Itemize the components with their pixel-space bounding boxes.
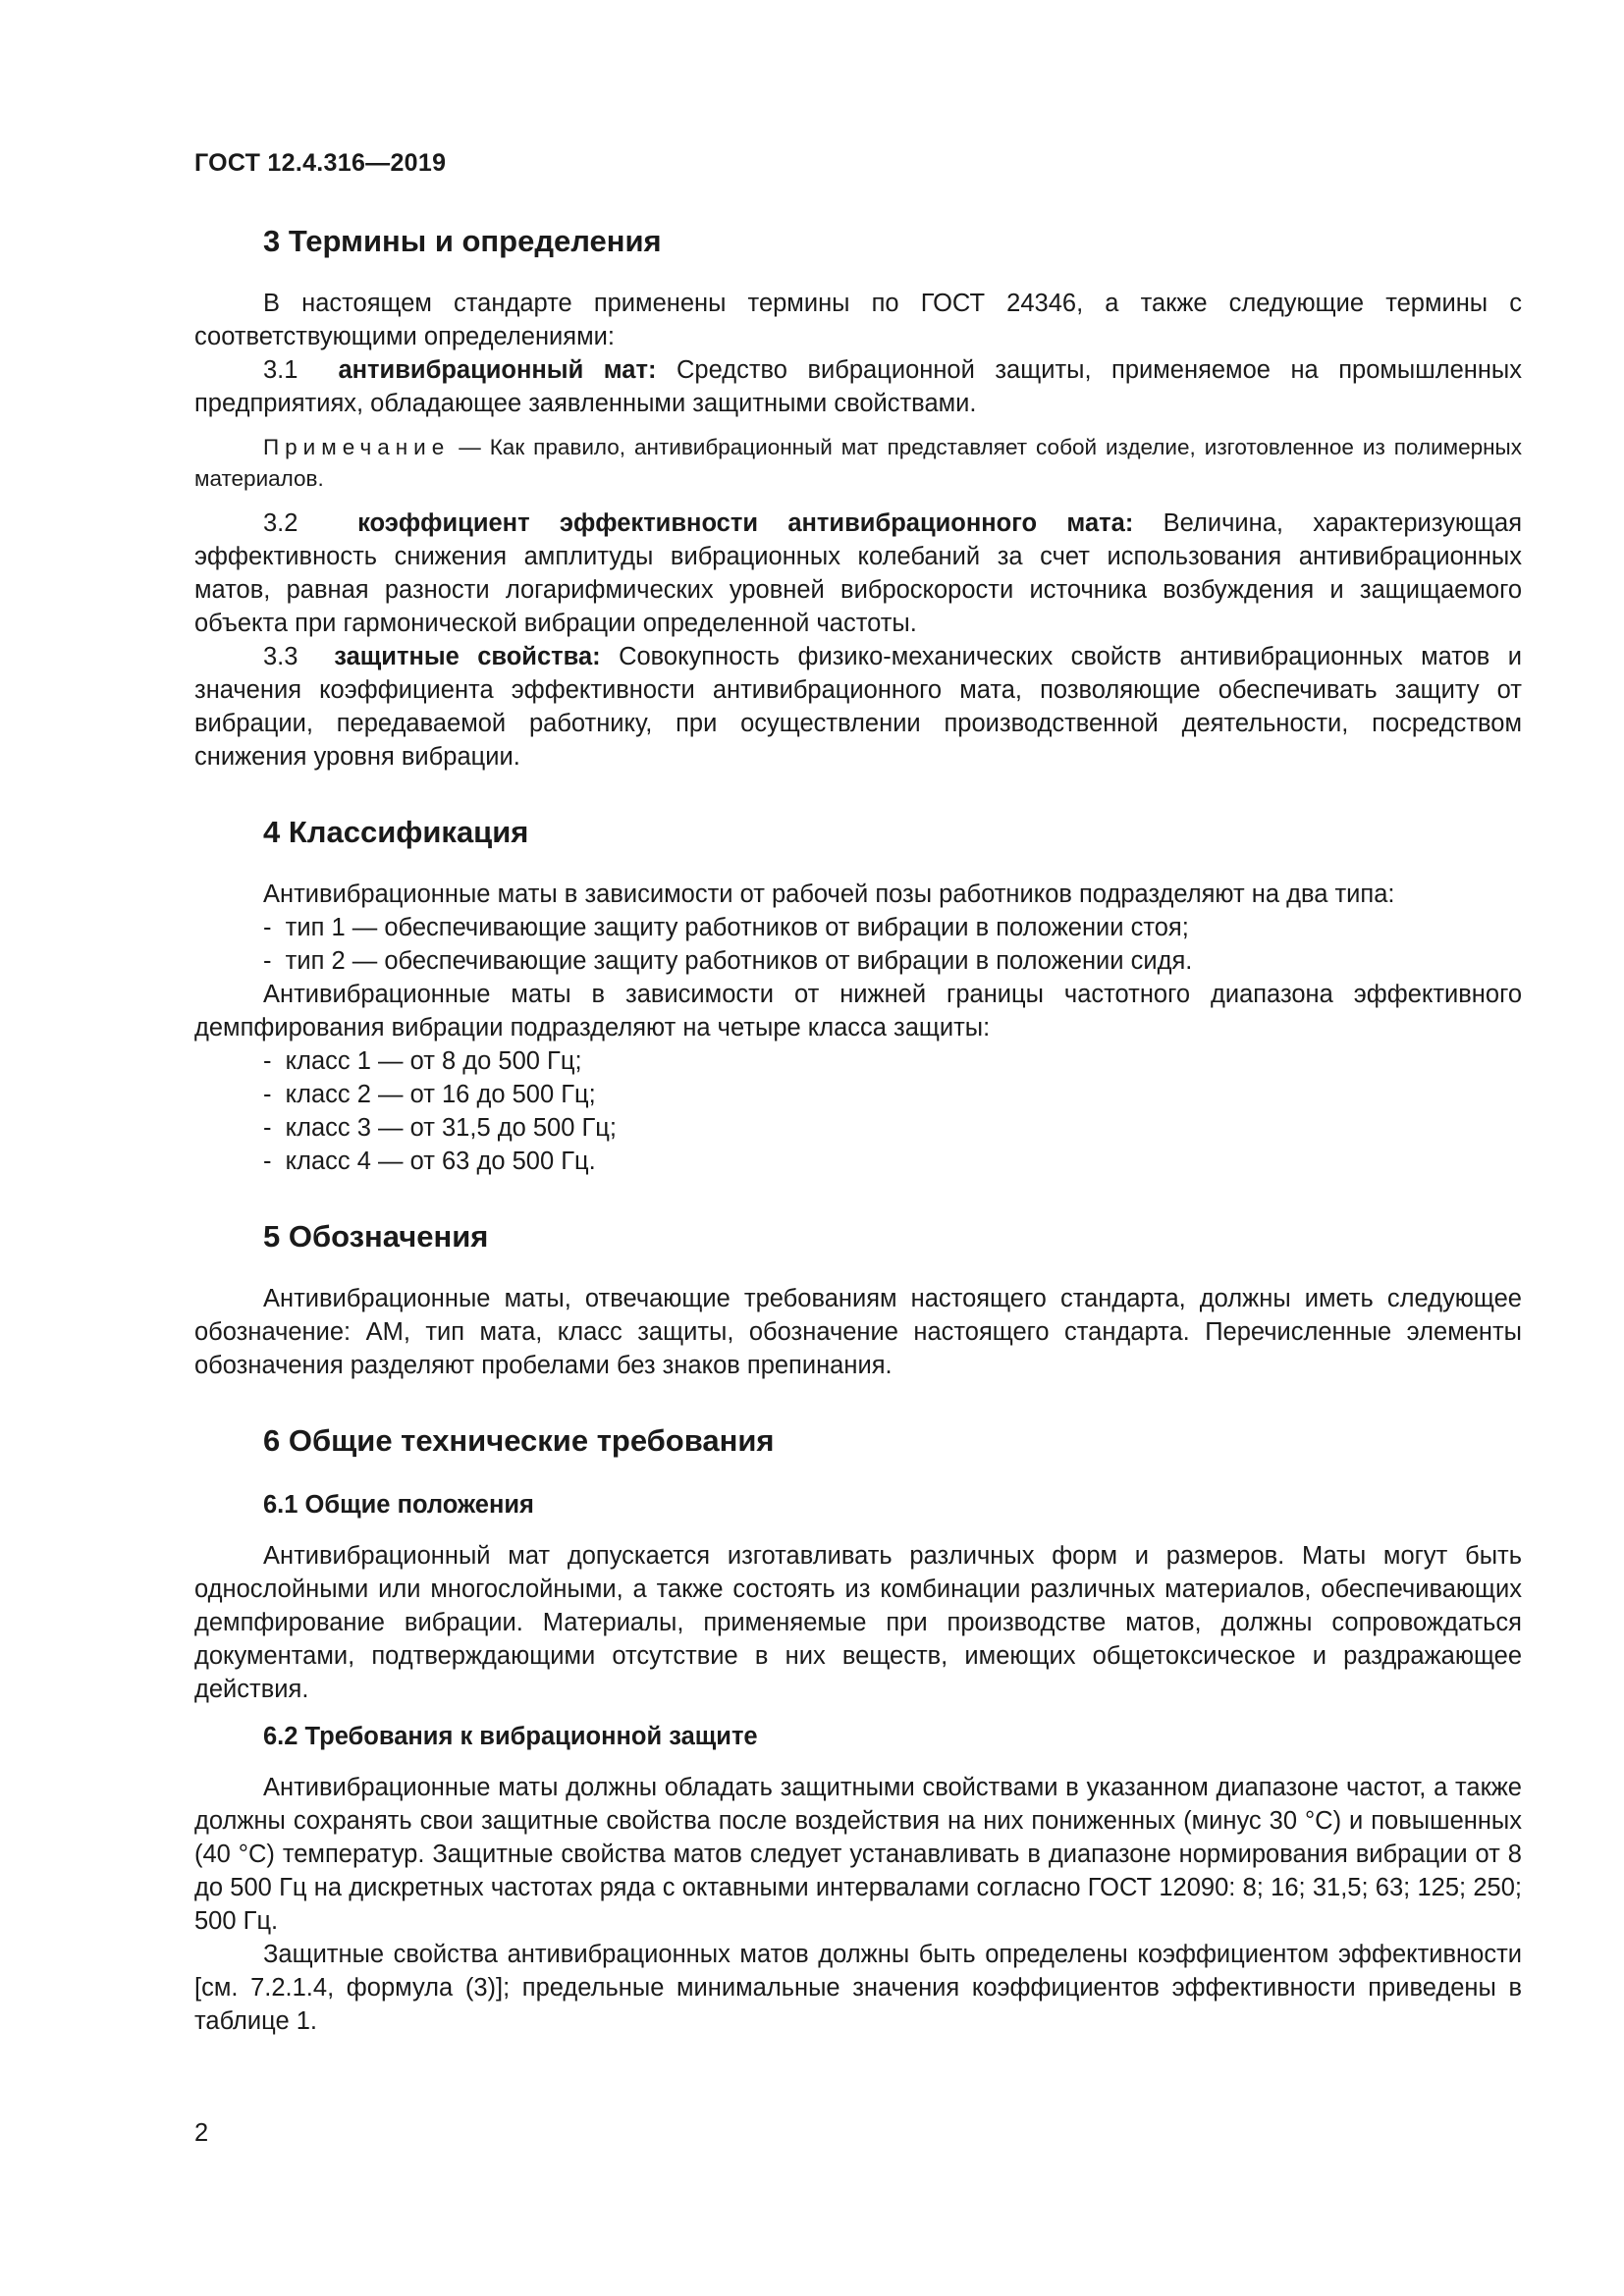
list-item: - тип 2 — обеспечивающие защиту работников от вибрации в положении сидя. [263,947,1193,975]
section-4-paragraph-2: Антивибрационные маты в зависимости от нижней границы частотного диапазона эффективного демпфирования вибрации подразделяют на четыре класса защиты: [194,981,1522,1041]
section-4-paragraph-1: Антивибрационные маты в зависимости от рабочей позы работников подразделяют на два типа: [263,881,1395,908]
subsection-6-2-paragraph-2: Защитные свойства антивибрационных матов должны быть определены коэффициентом эффективности [см. 7.2.1.4, формула (3)]; предельные минимальные значения коэффициентов эффективности приведены в таблице 1. [194,1941,1522,2035]
term-3-3 [194,640,1522,774]
term-3-2-number: 3.2 [263,509,298,537]
section-4-heading: 4 Классификация [263,815,529,849]
section-5-heading: 5 Обозначения [263,1219,489,1254]
subsection-6-2-heading: 6.2 Требования к вибрационной защите [263,1723,758,1750]
term-3-3-number: 3.3 [263,643,298,670]
protection-class-list [194,1044,1522,1178]
page-number: 2 [194,2119,209,2147]
subsection-6-1-heading: 6.1 Общие положения [263,1491,534,1519]
term-3-2 [194,507,1522,640]
term-3-2-definition: Величина, характеризующая эффективность снижения амплитуды вибрационных колебаний за счет использования антивибрационных матов, равная разности логарифмических уровней виброскорости источника возбуждения и защищаемого объекта при гармонической вибрации определенной частоты. [194,509,1523,637]
list-item: - класс 4 — от 63 до 500 Гц. [263,1148,596,1175]
term-3-3-definition: Совокупность физико-механических свойств антивибрационных матов и значения коэффициента эффективности антивибрационного мата, позволяющие обеспечивать защиту от вибрации, передаваемой работнику, при осуществлении производственной деятельности, посредством снижения уровня вибрации. [194,643,1522,771]
section-5-paragraph: Антивибрационные маты, отвечающие требованиям настоящего стандарта, должны иметь следующее обозначение: АМ, тип мата, класс защиты, обозначение настоящего стандарта. Перечисленные элементы обозначения разделяют пробелами без знаков препинания. [194,1285,1522,1379]
note-text: — Как правило, антивибрационный мат представляет собой изделие, изготовленное из полимерных материалов. [194,435,1522,491]
document-page [194,0,1522,2296]
term-3-1 [194,353,1522,420]
list-item: - тип 1 — обеспечивающие защиту работников от вибрации в положении стоя; [263,914,1189,941]
section-6-heading: 6 Общие технические требования [263,1423,775,1458]
page-content [194,222,1522,2038]
term-3-2-title: коэффициент эффективности антивибрационного мата: [357,509,1134,537]
subsection-6-2-paragraph-1: Антивибрационные маты должны обладать защитными свойствами в указанном диапазоне частот, а также должны сохранять свои защитные свойства после воздействия на них пониженных (минус 30 °С) и повышенных (40 °С) температур. Защитные свойства матов следует устанавливать в диапазоне нормирования вибрации от 8 до 500 Гц на дискретных частотах ряда с октавными интервалами согласно ГОСТ 12090: 8; 16; 31,5; 63; 125; 250; 500 Гц. [194,1774,1522,1935]
term-3-3-title: защитные свойства: [334,643,601,670]
list-item: - класс 1 — от 8 до 500 Гц; [263,1047,582,1075]
subsection-6-1-paragraph: Антивибрационный мат допускается изготавливать различных форм и размеров. Маты могут быть однослойными или многослойными, а также состоять из комбинации различных материалов, обеспечивающих демпфирование вибрации. Материалы, применяемые при производстве матов, должны сопровождаться документами, подтверждающими отсутствие в них веществ, имеющих общетоксическое и раздражающее действия. [194,1542,1522,1703]
term-3-1-title: антивибрационный мат: [338,356,657,384]
list-item: - класс 3 — от 31,5 до 500 Гц; [263,1114,617,1142]
section-3-intro: В настоящем стандарте применены термины по ГОСТ 24346, а также следующие термины с соответствующими определениями: [194,290,1522,350]
note-label: Примечание [263,435,451,459]
running-head: ГОСТ 12.4.316—2019 [194,149,447,177]
mat-type-list [194,911,1522,978]
section-3-heading: 3 Термины и определения [263,224,662,258]
note [194,432,1522,495]
list-item: - класс 2 — от 16 до 500 Гц; [263,1081,596,1108]
term-3-1-number: 3.1 [263,356,298,384]
term-3-1-definition: Средство вибрационной защиты, применяемое на промышленных предприятиях, обладающее заявленными защитными свойствами. [194,356,1523,417]
